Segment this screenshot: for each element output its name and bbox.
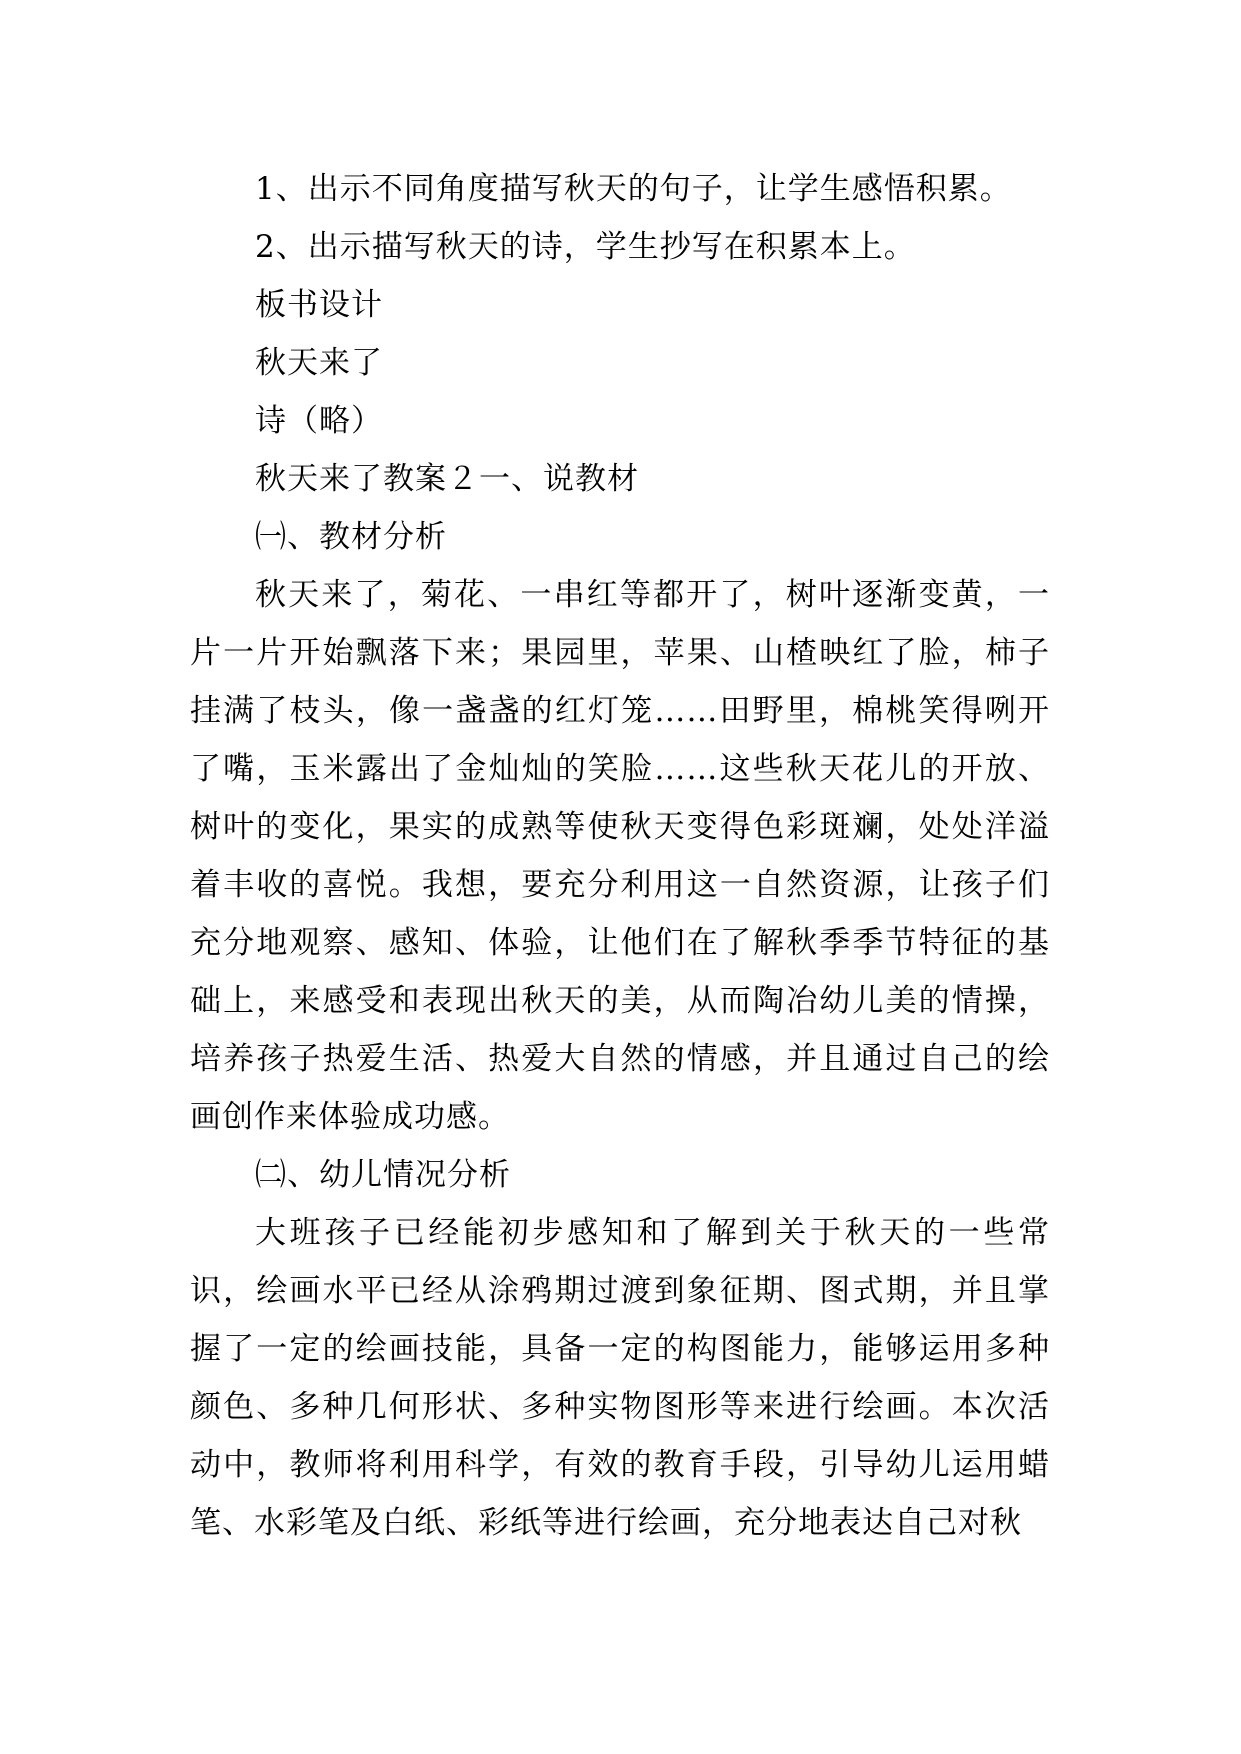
section-heading: 秋天来了教案２一、说教材 xyxy=(255,461,639,497)
board-title: 秋天来了 xyxy=(255,345,383,381)
subsection-heading: ㈠、教材分析 xyxy=(255,519,447,555)
text-line: 诗（略） xyxy=(255,403,383,439)
text-line: 2、出示描写秋天的诗，学生抄写在积累本上。 xyxy=(255,229,916,265)
text-line: 1、出示不同角度描写秋天的句子，让学生感悟积累。 xyxy=(255,171,1012,207)
paragraph-children-analysis: 大班孩子已经能初步感知和了解到关于秋天的一些常识，绘画水平已经从涂鸦期过渡到象征期、图式期，并且掌握了一定的绘画技能，具备一定的构图能力，能够运用多种颜色、多种几何形状、多种实物图形等来进行绘画。本次活动中，教师将利用科学，有效的教育手段，引导幼儿运用蜡笔、水彩笔及白纸、彩纸等进行绘画，充分地表达自己对秋 xyxy=(190,1215,1050,1541)
subsection-heading: ㈡、幼儿情况分析 xyxy=(255,1157,511,1193)
section-heading: 板书设计 xyxy=(255,287,383,323)
paragraph-textbook-analysis: 秋天来了，菊花、一串红等都开了，树叶逐渐变黄，一片一片开始飘落下来；果园里，苹果、山楂映红了脸，柿子挂满了枝头，像一盏盏的红灯笼……田野里，棉桃笑得咧开了嘴，玉米露出了金灿灿的笑脸……这些秋天花儿的开放、树叶的变化，果实的成熟等使秋天变得色彩斑斓，处处洋溢着丰收的喜悦。我想，要充分利用这一自然资源，让孩子们充分地观察、感知、体验，让他们在了解秋季季节特征的基础上，来感受和表现出秋天的美，从而陶冶幼儿美的情操，培养孩子热爱生活、热爱大自然的情感，并且通过自己的绘画创作来体验成功感。 xyxy=(190,577,1050,1135)
document-body xyxy=(190,160,1050,1552)
